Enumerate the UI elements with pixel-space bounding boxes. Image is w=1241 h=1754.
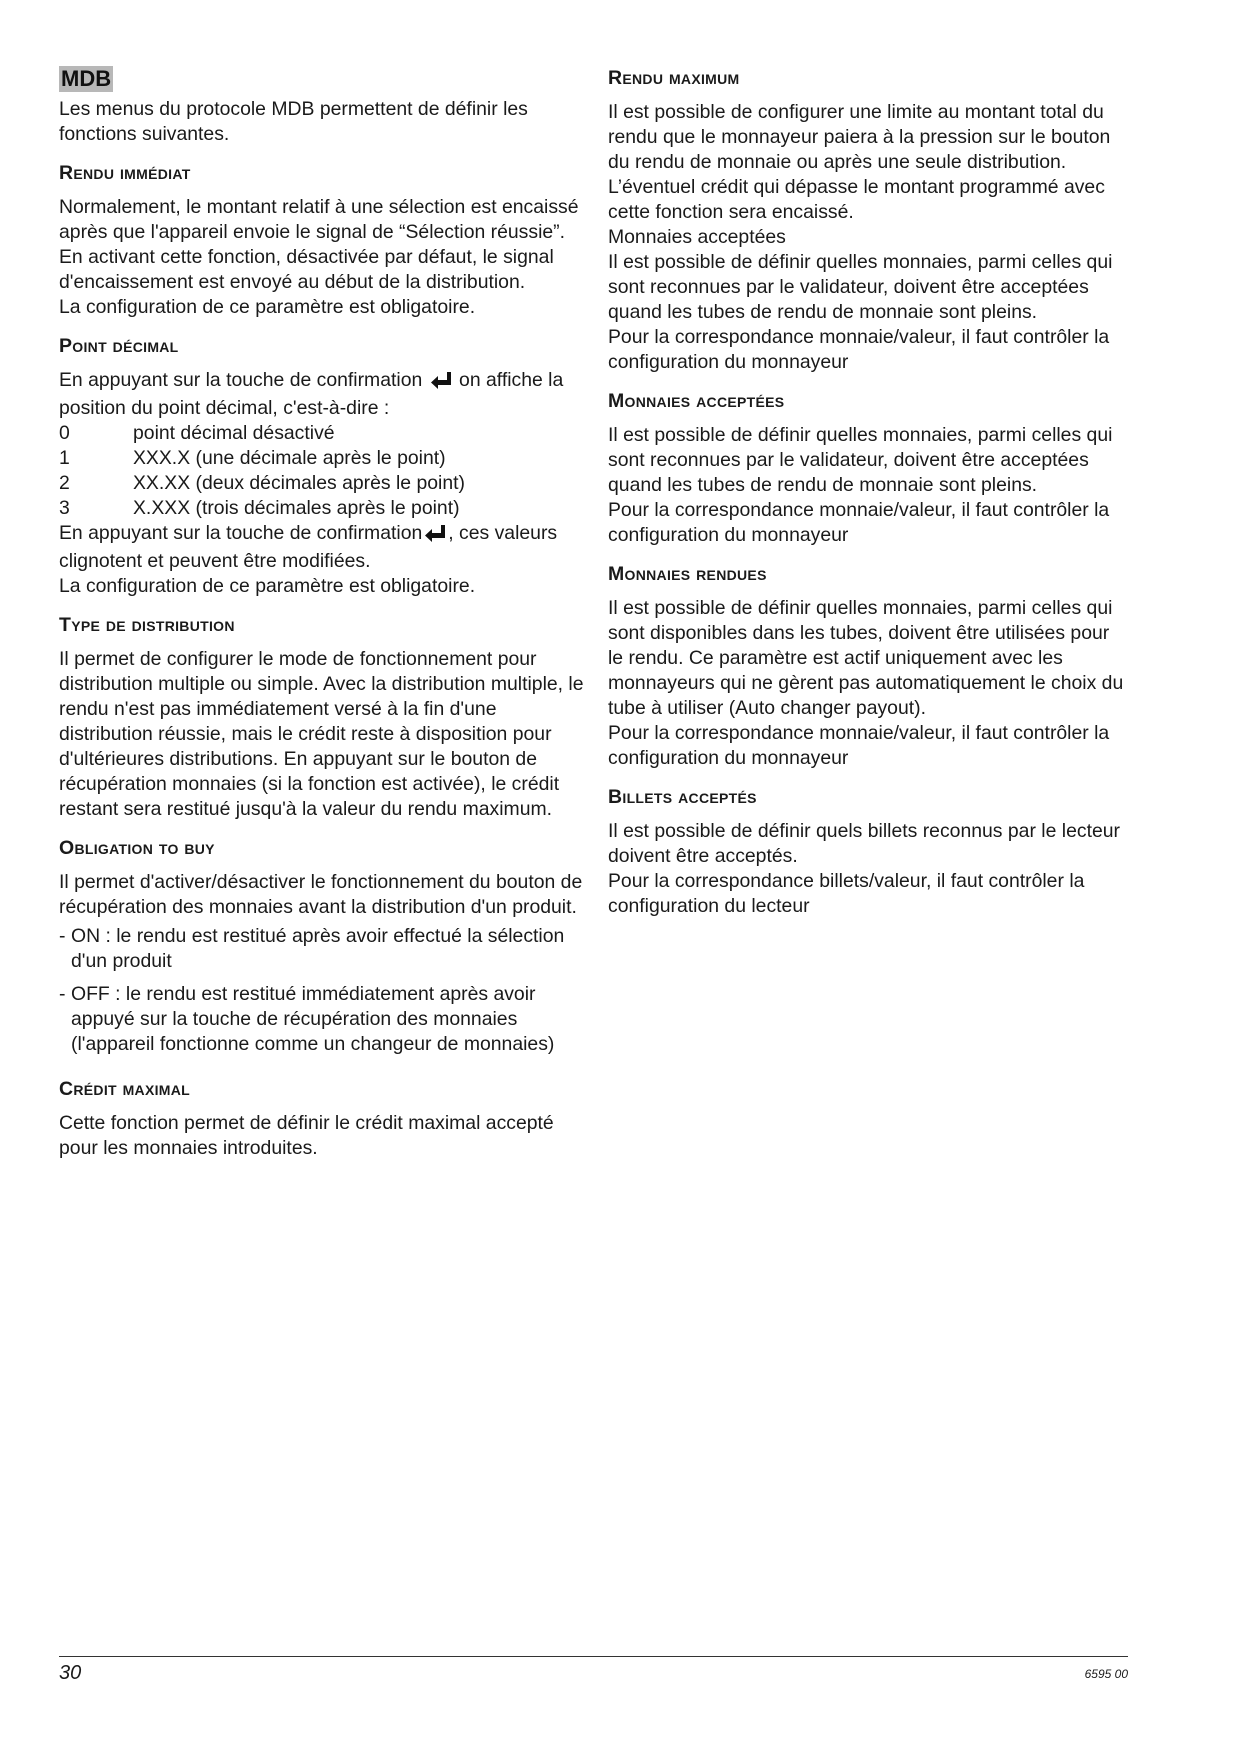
page-number: 30: [59, 1662, 82, 1684]
decimal-options-list: [59, 421, 589, 521]
enter-key-icon: [430, 371, 452, 396]
rendu-immediat-p2: En activant cette fonction, désactivée par défaut, le signal d'encaissement est envoyé au début de la distribution.: [59, 246, 554, 293]
rendu-maximum-p3: Monnaies acceptées: [608, 226, 786, 248]
rendu-maximum-p5: Pour la correspondance monnaie/valeur, il faut contrôler la configuration du monnayeur: [608, 326, 1110, 373]
heading-rendu-maximum: Rendu maximum: [608, 67, 740, 89]
list-item: [59, 471, 589, 496]
credit-maximal-p1: Cette fonction permet de définir le crédit maximal accepté pour les monnaies introduites.: [59, 1112, 554, 1159]
list-item-text: X.XXX (trois décimales après le point): [133, 497, 460, 519]
list-item-number: 0: [59, 422, 70, 444]
heading-monnaies-acceptees: Monnaies acceptées: [608, 390, 785, 412]
list-item-text: point décimal désactivé: [133, 422, 335, 444]
rendu-immediat-p1: Normalement, le montant relatif à une sélection est encaissé après que l'appareil envoie le signal de “Sélection réussie”.: [59, 196, 579, 243]
list-item-number: 1: [59, 447, 70, 469]
monnaies-acceptees-p1: Il est possible de définir quelles monnaies, parmi celles qui sont reconnues par le validateur, doivent être acceptées quand les tubes de rendu de monnaie sont pleins.: [608, 424, 1113, 496]
rendu-maximum-p4: Il est possible de définir quelles monnaies, parmi celles qui sont reconnues par le validateur, doivent être acceptées quand les tubes de rendu de monnaie sont pleins.: [608, 251, 1113, 323]
point-decimal-p1a: En appuyant sur la touche de confirmation: [59, 369, 423, 391]
billets-acceptes-p1: Il est possible de définir quels billets reconnus par le lecteur doivent être acceptés.: [608, 820, 1120, 867]
heading-obligation-to-buy: Obligation to buy: [59, 837, 215, 859]
monnaies-acceptees-p2: Pour la correspondance monnaie/valeur, il faut contrôler la configuration du monnayeur: [608, 499, 1110, 546]
point-decimal-p3: La configuration de ce paramètre est obligatoire.: [59, 575, 476, 597]
obligation-p1: Il permet d'activer/désactiver le fonctionnement du bouton de récupération des monnaies avant la distribution d'un produit.: [59, 871, 583, 918]
point-decimal-p2: [59, 521, 589, 574]
list-item-text: XXX.X (une décimale après le point): [133, 447, 446, 469]
dash-bullet: -: [59, 925, 66, 947]
point-decimal-p2a: En appuyant sur la touche de confirmation: [59, 522, 423, 544]
list-item: [59, 421, 589, 446]
obligation-on-text: ON : le rendu est restitué après avoir effectué la sélection d'un produit: [71, 925, 565, 972]
list-item: [59, 496, 589, 521]
monnaies-rendues-p2: Pour la correspondance monnaie/valeur, il faut contrôler la configuration du monnayeur: [608, 722, 1110, 769]
rendu-immediat-p3: La configuration de ce paramètre est obligatoire.: [59, 296, 476, 318]
heading-billets-acceptes: Billets acceptés: [608, 786, 757, 808]
list-item-text: XX.XX (deux décimales après le point): [133, 472, 465, 494]
heading-credit-maximal: Crédit maximal: [59, 1078, 191, 1100]
right-column: [608, 62, 1128, 919]
list-item-number: 3: [59, 497, 70, 519]
type-distribution-p1: Il permet de configurer le mode de fonctionnement pour distribution multiple ou simple. Avec la distribution multiple, le rendu n'est pas immédiatement versé à la fin d'une distribution réussie, mais le crédit reste à disposition pour d'ultérieures distributions. En appuyant sur le bouton de récupération monnaies (si la fonction est activée), le crédit restant sera restitué jusqu'à la valeur du rendu maximum.: [59, 648, 584, 820]
obligation-on-item: [59, 924, 589, 974]
list-item-number: 2: [59, 472, 70, 494]
section-badge: MDB: [61, 66, 112, 91]
billets-acceptes-p2: Pour la correspondance billets/valeur, il faut contrôler la configuration du lecteur: [608, 870, 1085, 917]
heading-monnaies-rendues: Monnaies rendues: [608, 563, 767, 585]
point-decimal-p2b: , ces valeurs clignotent et peuvent être modifiées.: [59, 522, 558, 572]
monnaies-rendues-p1: Il est possible de définir quelles monnaies, parmi celles qui sont disponibles dans les tubes, doivent être utilisées pour le rendu. Ce paramètre est actif uniquement avec les monnayeurs qui ne gèrent pas automatiquement le choix du tube à utiliser (Auto changer payout).: [608, 597, 1124, 719]
obligation-off-text: OFF : le rendu est restitué immédiatement après avoir appuyé sur la touche de récupération des monnaies (l'appareil fonctionne comme un changeur de monnaies): [71, 983, 555, 1055]
heading-rendu-immediat: Rendu immédiat: [59, 162, 191, 184]
heading-type-distribution: Type de distribution: [59, 614, 235, 636]
footer-divider: [59, 1656, 1128, 1657]
rendu-maximum-p2: L’éventuel crédit qui dépasse le montant programmé avec cette fonction sera encaissé.: [608, 176, 1105, 223]
obligation-off-item: [59, 982, 589, 1057]
point-decimal-p1: [59, 368, 589, 421]
document-code: 6595 00: [1084, 1667, 1128, 1681]
left-column: [59, 62, 589, 1161]
dash-bullet: -: [59, 983, 66, 1005]
rendu-maximum-p1: Il est possible de configurer une limite au montant total du rendu que le monnayeur paiera à la pression sur le bouton du rendu de monnaie ou après une seule distribution.: [608, 101, 1111, 173]
heading-point-decimal: Point décimal: [59, 335, 179, 357]
intro-paragraph: Les menus du protocole MDB permettent de définir les fonctions suivantes.: [59, 98, 528, 145]
enter-key-icon: [424, 524, 446, 549]
point-decimal-p1b: on affiche la position du point décimal, c'est-à-dire :: [59, 369, 564, 419]
list-item: [59, 446, 589, 471]
